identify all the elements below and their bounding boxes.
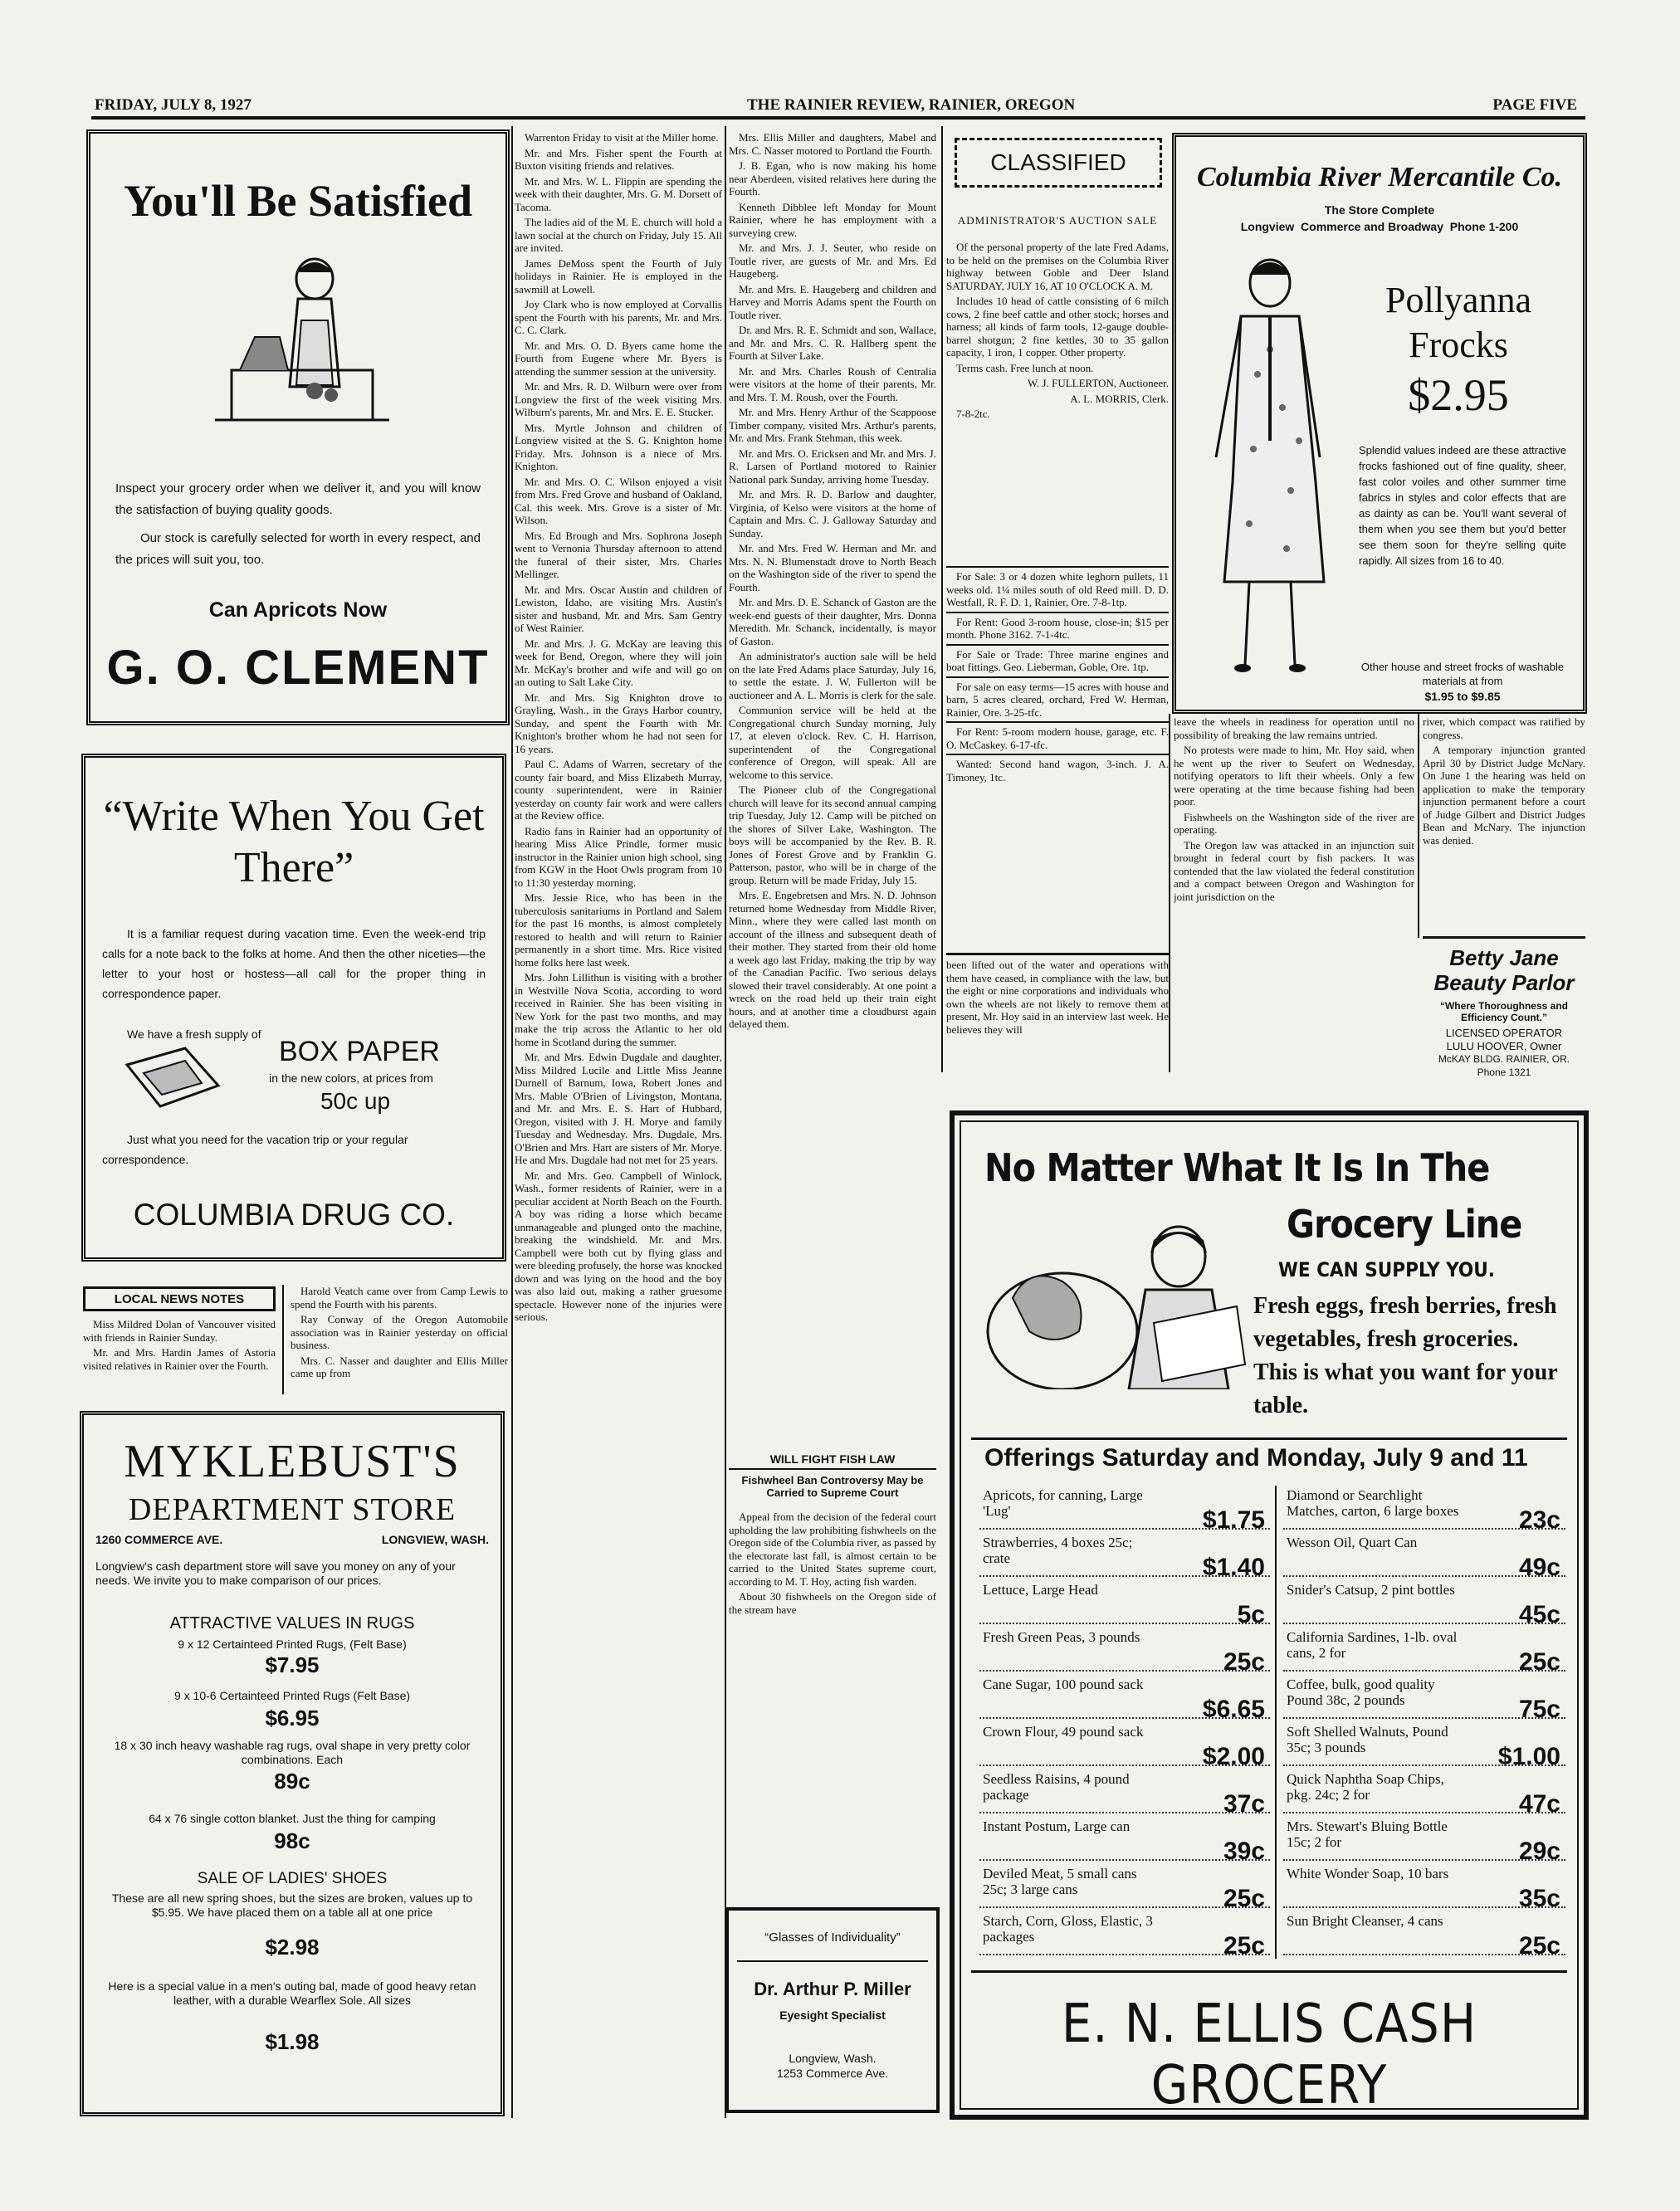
offer-item: Wesson Oil, Quart Can [1287, 1535, 1418, 1550]
offer-row [979, 1675, 1270, 1723]
ad-myklebust-rug3-price: 89c [274, 1769, 310, 1794]
ad-myklebust-rug1: 9 x 12 Certainteed Printed Rugs, (Felt Base) [178, 1638, 407, 1651]
news-paragraph: Radio fans in Rainier had an opportunity of hearing Miss Alice Prindle, former music instructor in the Rainier union high school, sing from KGW in the Hoot Owls program from 10 to 11:30 yesterday morning. [515, 824, 722, 889]
classified-code: 7-8-2tc. [956, 408, 990, 420]
offer-item: Instant Postum, Large can [983, 1818, 1131, 1834]
fish-law-paragraph: The Oregon law was attacked in an injunction suit brought in federal court by fish packers. It was contended that the law violated the federal constitution and a compact between Oregon and Washington for joint jurisdiction on the [1174, 838, 1414, 903]
classified-ad: For Sale: 3 or 4 dozen white leghorn pullets, 11 weeks old. 1¼ miles south of old Reed mill. D. D. Westfall, R. F. D. 1, Rainier, Ore. 7-8-1tp. [946, 566, 1169, 609]
news-paragraph: Mr. and Mrs. O. D. Byers came home the Fourth from Eugene where Mr. Byers is attending the summer session at the university. [515, 339, 722, 378]
offer-row [1283, 1769, 1565, 1818]
classified-auctioneer: W. J. FULLERTON, Auctioneer. [1027, 377, 1169, 389]
box-paper-illustration [119, 1040, 227, 1115]
ad-drug-note: Just what you need for the vacation trip or your regular correspondence. [102, 1133, 408, 1166]
news-paragraph: The Pioneer club of the Congregational church will leave for its second annual camping trip Tuesday, July 12. Camp will be pitched on the shores of Silver Lake, Washington. The boys will be accompanied by the Rev. B. R. Jones of Forest Grove and by Franklin G. Patterson, pastor, who will be in charge of the group. Return will be made Friday, July 15. [729, 783, 936, 886]
offer-price: 35c [1518, 1885, 1560, 1912]
ad-drug-fresh: We have a fresh supply of [127, 1027, 261, 1041]
ad-beauty-owner: LULU HOOVER, Owner [1446, 1040, 1562, 1052]
ad-clement-store: G. O. CLEMENT [106, 641, 490, 695]
ad-drug-headline: “Write When You Get There” [103, 793, 485, 891]
news-paragraph: Mr. and Mrs. J. J. Seuter, who reside on Toutle river, are guests of Mr. and Mrs. Ed Haugeberg. [729, 242, 936, 280]
classified-auction-title: ADMINISTRATOR'S AUCTION SALE [957, 214, 1158, 227]
offer-item: Deviled Meat, 5 small cans 25c; 3 large cans [983, 1866, 1137, 1897]
ad-beauty-phone: Phone 1321 [1477, 1066, 1531, 1078]
ad-myklebust-name: MYKLEBUST'S [124, 1436, 461, 1487]
news-paragraph: Mr. and Mrs. O. C. Wilson enjoyed a visit from Mrs. Fred Grove and husband of Oakland, Cal. this week. Mrs. Grove is a sister of Mr. Wilson. [515, 475, 722, 526]
ad-clement-body2: Our stock is carefully selected for worth in every respect, and the prices will suit you, too. [115, 531, 481, 567]
local-news-item: Miss Mildred Dolan of Vancouver visited with friends in Rainier Sunday. [83, 1318, 276, 1344]
offer-item: Soft Shelled Walnuts, Pound 35c; 3 pounds [1287, 1724, 1448, 1755]
offer-price: $2.00 [1202, 1743, 1265, 1770]
news-paragraph: The ladies aid of the M. E. church will hold a lawn social at the church on Friday, July 15. All are invited. [515, 216, 722, 254]
ad-beauty-address: McKAY BLDG. RAINIER, OR. [1438, 1053, 1570, 1065]
local-news-item: Harold Veatch came over from Camp Lewis to spend the Fourth with his parents. [291, 1285, 508, 1310]
classified-auction-text: Terms cash. Free lunch at noon. [956, 361, 1094, 374]
fish-law-paragraph: No protests were made to him, Mr. Hoy said, when he went up the river to Seufert on Wednesday, notifying operators to lift their wheels. Only a few were operating at the time because fishing had been poor. [1174, 744, 1414, 808]
offer-row [979, 1580, 1270, 1628]
offer-row [1283, 1864, 1565, 1912]
ad-drug-price: 50c up [320, 1088, 391, 1114]
fish-law-paragraph: About 30 fishwheels on the Oregon side of the stream have [729, 1590, 936, 1616]
ad-mercantile-body: Splendid values indeed are these attractive frocks fashioned out of fine quality, sheer, fast color voiles and other summer time fabrics in styles and color effects that are as dainty as can be. You'll want several of them when you see them but you'd better see them soon for they're selling quite rapidly. All sizes from 16 to 40. [1359, 444, 1566, 567]
ad-beauty-name2: Beauty Parlor [1433, 970, 1575, 995]
ad-clement [86, 129, 510, 725]
fish-law-paragraph: A temporary injunction granted April 30 by District Judge McNary. On June 1 the hearing was held on application to make the temporary injunction permanent before a court of Judge Gilbert and District Judges Bean and McNary. The injunction was denied. [1423, 744, 1585, 847]
news-paragraph: Kenneth Dibblee left Monday for Mount Rainier, where he has employment with a surveying crew. [729, 200, 936, 239]
ad-myklebust-rugs-title: ATTRACTIVE VALUES IN RUGS [169, 1614, 415, 1633]
offer-item: Cane Sugar, 100 pound sack [983, 1677, 1144, 1692]
classified-section [946, 134, 1169, 1072]
news-paragraph: James DeMoss spent the Fourth of July holidays in Rainier. He is employed in the sawmill at Lowell. [515, 256, 722, 295]
news-paragraph: Mr. and Mrs. Oscar Austin and children of Lewiston, Idaho, are visiting Mrs. Austin's sister and husband, Mr. and Mrs. Sam Gentry of West Rainier. [515, 583, 722, 634]
offer-price: $1.00 [1497, 1743, 1560, 1770]
ad-myklebust-shoes-price: $2.98 [265, 1935, 320, 1960]
classified-ad: For Rent: Good 3-room house, close-in; $15 per month. Phone 3162. 7-1-4tc. [946, 612, 1169, 642]
offer-row [979, 1628, 1270, 1676]
news-paragraph: Joy Clark who is now employed at Corvallis spent the Fourth with his parents, Mr. and Mrs. C. C. Clark. [515, 298, 722, 336]
ad-miller-city: Longview, Wash. [789, 2052, 877, 2065]
news-paragraph: Mr. and Mrs. Fisher spent the Fourth at Buxton visiting friends and relatives. [515, 146, 722, 172]
offer-item: White Wonder Soap, 10 bars [1287, 1866, 1449, 1882]
local-news-title: LOCAL NEWS NOTES [83, 1286, 276, 1311]
ad-mercantile-item: Pollyanna Frocks [1385, 280, 1531, 365]
offer-item: Starch, Corn, Gloss, Elastic, 3 packages [983, 1913, 1153, 1945]
offer-item: Apricots, for canning, Large 'Lug' [983, 1487, 1143, 1519]
news-paragraph: Mr. and Mrs. E. Haugeberg and children and Harvey and Morris Adams spent the Fourth on Toutle river. [729, 282, 936, 321]
offer-price: 25c [1223, 1932, 1265, 1960]
classified-ad: For sale on easy terms—15 acres with house and barn, 5 acres cleared, orchard, Fred W. Herman, Rainier, Ore. 3-25-tfc. [946, 676, 1169, 720]
offer-item: Lettuce, Large Head [983, 1582, 1098, 1598]
offer-item: Fresh Green Peas, 3 pounds [983, 1629, 1140, 1645]
offer-price: 29c [1518, 1838, 1560, 1865]
housewife-illustration [215, 246, 389, 453]
ad-myklebust-address: 1260 COMMERCE AVE. [95, 1533, 223, 1546]
ad-beauty-motto: “Where Thoroughness and Efficiency Count.” [1439, 1000, 1568, 1023]
local-news-item: Mr. and Mrs. Hardin James of Astoria visited relatives in Rainier over the Fourth. [83, 1346, 276, 1372]
masthead [91, 96, 1585, 120]
news-paragraph: Warrenton Friday to visit at the Miller home. [525, 131, 719, 144]
offer-row [1283, 1817, 1565, 1865]
offer-price: 25c [1518, 1648, 1560, 1676]
ad-ellis-divider [971, 1970, 1567, 1973]
ad-mercantile-store: Columbia River Mercantile Co. [1196, 162, 1563, 193]
ad-myklebust-blanket-price: 98c [274, 1828, 310, 1853]
ad-miller-address: 1253 Commerce Ave. [776, 2067, 889, 2080]
news-paragraph: Mr. and Mrs. J. G. McKay are leaving this week for Bend, Oregon, where they will join Mr. McKay's brother and wife and will go on an outing to Salt Lake City. [515, 637, 722, 688]
fish-law-body [729, 1511, 936, 1643]
local-news-item: Ray Conway of the Oregon Automobile association was in Rainier yesterday on official business. [291, 1313, 508, 1351]
classified-ad: Wanted: Second hand wagon, 3-inch. J. A. Timoney, 1tc. [946, 754, 1169, 783]
ad-ellis-offer-title: Offerings Saturday and Monday, July 9 and 11 [984, 1444, 1528, 1472]
ad-myklebust-rug2: 9 x 10-6 Certainteed Printed Rugs (Felt Base) [173, 1689, 411, 1702]
ad-ellis [950, 1110, 1589, 2120]
offer-item: Mrs. Stewart's Bluing Bottle 15c; 2 for [1287, 1818, 1448, 1850]
ad-myklebust [80, 1411, 505, 2116]
offer-row [979, 1533, 1270, 1581]
fish-law-cont-3 [1423, 715, 1585, 931]
fish-law-cont-2 [1174, 715, 1414, 1072]
news-paragraph: Mr. and Mrs. Charles Roush of Centralia were visitors at the home of their parents, Mr. and Mrs. T. M. Roush, over the Fourth. [729, 364, 936, 403]
offer-item: Snider's Catsup, 2 pint bottles [1287, 1582, 1455, 1598]
grocery-woman-illustration [979, 1207, 1262, 1389]
news-paragraph: Mr. and Mrs. O. Ericksen and Mr. and Mrs. J. R. Larsen of Portland motored to Rainier National park Sunday, arriving home Tuesday. [729, 447, 936, 486]
offer-row [1283, 1628, 1565, 1676]
fish-law-paragraph: been lifted out of the water and operations with them have ceased, in compliance with the law, but the eight or nine corporations and individuals who own the wheels are not likely to remove them at present, Mr. Hoy said in an interview last week. He believes they will [946, 959, 1169, 1036]
offer-price: $1.40 [1202, 1554, 1265, 1581]
news-paragraph: Mr. and Mrs. D. E. Schanck of Gaston are the week-end guests of their daughter, Mrs. Donna Meredith. Mr. Schanck, incidentally, is mayor of Gaston. [729, 596, 936, 647]
ad-beauty [1423, 936, 1585, 1077]
column-rule [282, 1285, 284, 1394]
masthead-date: FRIDAY, JULY 8, 1927 [95, 96, 252, 114]
offer-item: Sun Bright Cleanser, 4 cans [1287, 1913, 1443, 1929]
news-paragraph: Mr. and Mrs. R. D. Wilburn were over from Longview the first of the week visiting Mrs. Wilburn's parents, Mr. and Mrs. E. E. Stucker. [515, 380, 722, 418]
column-rule [511, 126, 513, 2118]
offer-item: Seedless Raisins, 4 pound package [983, 1771, 1130, 1803]
offer-row [1283, 1580, 1565, 1628]
ad-miller-title: Eyesight Specialist [779, 2008, 886, 2022]
classified-auction-text: Of the personal property of the late Fred Adams, to be held on the premises on the Columbia River highway between Goble and Deer Island SATURDAY, JULY 16, AT 10 O'CLOCK A. M. [946, 241, 1169, 292]
offer-row [1283, 1722, 1565, 1770]
news-paragraph: Mr. and Mrs. Edwin Dugdale and daughter, Miss Mildred Lucile and Little Miss Jeanne Durnell of Barnum, Iowa, Robert Jones and Mrs. Mable O'Brien of Livingston, Montana, and Mr. and Mrs. E. S. Hart of Hubbard, Oregon, visited with J. H. Morye and family Tuesday and Wednesday. Mrs. Dugdale, Mrs. O'Brien and Mrs. Hart are sisters of Mr. Morye. He and Mrs. Dugdale had not met for 25 years. [515, 1051, 722, 1166]
frock-illustration [1191, 250, 1357, 681]
news-paragraph: Mr. and Mrs. Fred W. Herman and Mr. and Mrs. N. N. Blumenstadt drove to North Beach on the Washington side of the river to spend the Fourth. [729, 542, 936, 593]
masthead-paper: THE RAINIER REVIEW, RAINIER, OREGON [747, 96, 1076, 114]
offer-row [979, 1817, 1270, 1865]
ad-mercantile [1172, 133, 1587, 714]
fish-law-article [729, 1452, 936, 1884]
offer-price: 25c [1223, 1648, 1265, 1676]
masthead-page: PAGE FIVE [1492, 96, 1577, 114]
news-paragraph: Mrs. Ed Brough and Mrs. Sophrona Joseph went to Vernonia Thursday afternoon to attend the funeral of their sister, Mrs. Charles Mellinger. [515, 529, 722, 580]
news-paragraph: Communion service will be held at the Congregational church Sunday morning, July 17, at eleven o'clock. Rev. C. H. Harrison, superintendent of the Congregational conference of Oregon, will speak. All are welcome to this service. [729, 704, 936, 781]
offer-price: 47c [1518, 1790, 1560, 1818]
ad-myklebust-shoes: These are all new spring shoes, but the sizes are broken, values up to $5.95. We have placed them on a table all at one price [111, 1891, 473, 1919]
fish-law-paragraph: Appeal from the decision of the federal court upholding the law prohibiting fishwheels on the Oregon side of the Columbia river, as passed by the electorate last fall, is almost certain to be carried to the United States supreme court, according to M. T. Hoy, acting fish warden. [729, 1511, 936, 1588]
offer-price: 25c [1223, 1885, 1265, 1912]
news-paragraph: Mr. and Mrs. Geo. Campbell of Winlock, Wash., former residents of Rainier, were in a peculiar accident at North Beach on the Fourth. A boy was riding a horse which became unmanageable and plunged onto the machine, breaking the windshield. Mr. and Mrs. Campbell were both cut by flying glass and were bleeding profusely, the horse was knocked down and was lying on the hood and the boy was also laid out, making a rather gruesome spectacle. However none of the injuries were serious. [515, 1169, 722, 1323]
classified-auction-text: Includes 10 head of cattle consisting of 6 milch cows, 2 fine beef cattle and other stock; horses and harness; all kinds of farm tools, 12-gauge double-barrel shotgun; 2 fine kettles, 30 to 35 gallon capacity, 1 iron, 1 copper. Other property. [946, 295, 1169, 359]
ad-beauty-name1: Betty Jane [1449, 945, 1559, 970]
offer-price: 23c [1518, 1506, 1560, 1534]
ad-clement-body1: Inspect your grocery order when we deliver it, and you will know the satisfaction of buying quality goods. [115, 481, 481, 517]
offer-price: 75c [1518, 1696, 1560, 1723]
column-rule [1418, 714, 1419, 938]
news-paragraph: An administrator's auction sale will be held on the late Fred Adams place Saturday, July 16, to settle the estate. J. W. Fullerton will be auctioneer and A. L. Morris is clerk for the sale. [729, 650, 936, 701]
ad-myklebust-blanket: 64 x 76 single cotton blanket. Just the thing for camping [149, 1812, 436, 1825]
offer-item: Diamond or Searchlight Matches, carton, 6 large boxes [1287, 1487, 1459, 1519]
ad-miller-name: Dr. Arthur P. Miller [754, 1979, 911, 1999]
local-news-item: Mrs. C. Nasser and daughter and Ellis Miller came up from [291, 1354, 508, 1379]
ad-miller-rule [737, 1960, 928, 1962]
ad-ellis-divider [971, 1437, 1567, 1440]
fish-law-title: WILL FIGHT FISH LAW [729, 1452, 936, 1470]
ad-ellis-supply: WE CAN SUPPLY YOU. [1278, 1258, 1495, 1281]
news-paragraph: Mr. and Mrs. W. L. Flippin are spending the week with their daughter, Mrs. G. M. Dorsett of Tacoma. [515, 174, 722, 213]
ad-myklebust-sub: DEPARTMENT STORE [128, 1492, 457, 1527]
offer-price: 5c [1237, 1601, 1265, 1628]
local-news [80, 1285, 511, 1394]
offer-price: 49c [1518, 1554, 1560, 1581]
offer-item: California Sardines, 1-lb. oval cans, 2 for [1287, 1629, 1458, 1661]
news-paragraph: J. B. Egan, who is now making his home near Aberdeen, visited relatives here during the Fourth. [729, 159, 936, 198]
offers-left-column [979, 1486, 1270, 1959]
offer-item: Strawberries, 4 boxes 25c; crate [983, 1535, 1133, 1566]
ad-miller-quote: “Glasses of Individuality” [764, 1930, 901, 1945]
news-paragraph: Mr. and Mrs. Henry Arthur of the Scappoose Timber company, visited Mrs. Arthur's parents, Mr. and Mrs. Frank Stehman, this week. [729, 406, 936, 444]
news-paragraph: Mrs. E. Engebretsen and Mrs. N. D. Johnson returned home Wednesday from Middle River, Minn., where they were called last month on account of the illness and subsequent death of their mother. They started from their old home a week ago last Friday, making the trip by way of the Canadian Pacific. Two serious delays slowed their travel considerably. At one point a wreck on the road held up their train eight hours, and at another time a cloudburst again delayed them. [729, 889, 936, 1030]
ad-myklebust-mens: Here is a special value in a men's outing bal, made of good heavy retan leather, with a durable Wearflex Sole. All sizes [108, 1979, 476, 2007]
fish-law-paragraph: river, which compact was ratified by congress. [1423, 715, 1585, 741]
column-rule [1169, 714, 1170, 1072]
news-paragraph: Mr. and Mrs. R. D. Barlow and daughter, Virginia, of Kelso were visitors at the home of Captain and Mrs. C. J. Galloway Saturday and Sunday. [729, 488, 936, 539]
ad-myklebust-shoes-title: SALE OF LADIES' SHOES [197, 1870, 388, 1887]
offer-item: Coffee, bulk, good quality Pound 38c, 2 pounds [1287, 1677, 1435, 1708]
ad-myklebust-mens-price: $1.98 [265, 2029, 320, 2054]
classified-ad: For Sale or Trade: Three marine engines and boat fittings. Geo. Lieberman, Goble, Ore. 1tp. [946, 644, 1169, 674]
news-paragraph: Mrs. Myrtle Johnson and children of Longview visited at the S. G. Knighton home Friday. Mrs. Johnson is a niece of Mrs. Knighton. [515, 421, 722, 472]
fish-law-paragraph: Fishwheels on the Washington side of the river are operating. [1174, 810, 1414, 836]
offer-row [979, 1486, 1270, 1534]
news-paragraph: Mrs. Jessie Rice, who has been in the tuberculosis sanitariums in Portland and Salem for the past 16 months, is almost completely restored to health and will return to Rainier permanently in a short time. Mrs. Rice visited home folks here last week. [515, 891, 722, 969]
news-column-3 [729, 131, 936, 1451]
ad-drug-product: BOX PAPER [279, 1036, 440, 1067]
ad-drug [81, 754, 506, 1262]
ad-mercantile-tag: The Store Complete [1324, 203, 1435, 217]
classified-ad: For Rent: 5-room modern house, garage, etc. F. O. McCaskey. 6-17-tfc. [946, 721, 1169, 751]
offer-row [1283, 1911, 1565, 1960]
offer-price: $6.65 [1202, 1696, 1265, 1723]
offer-row [979, 1722, 1270, 1770]
offers-right-column [1283, 1486, 1565, 1959]
classified-title: CLASSIFIED [955, 138, 1162, 188]
ad-clement-headline: You'll Be Satisfied [123, 176, 473, 226]
offer-item: Crown Flour, 49 pound sack [983, 1724, 1144, 1740]
offer-price: 45c [1518, 1601, 1560, 1628]
news-column-2 [515, 131, 722, 2115]
ad-beauty-operator: LICENSED OPERATOR [1445, 1027, 1563, 1039]
ad-myklebust-intro: Longview's cash department store will save you money on any of your needs. We invite you to make comparison of our prices. [95, 1559, 456, 1587]
column-rule [941, 126, 943, 1072]
news-paragraph: Mrs. John Lillithun is visiting with a brother in Westville Nova Scotia, according to word received in Rainier. She has been visiting in New York for the past two months, and may make the trip across the Atlantic to her old home in Scotland during the summer. [515, 971, 722, 1048]
ad-mercantile-other: Other house and street frocks of washable materials at from [1360, 661, 1565, 687]
ad-drug-colors: in the new colors, at prices from [269, 1071, 433, 1085]
offer-price: 25c [1518, 1932, 1560, 1960]
ad-mercantile-address: Longview Commerce and Broadway Phone 1-200 [1240, 220, 1519, 233]
offer-row [1283, 1486, 1565, 1534]
offer-price: 37c [1223, 1790, 1265, 1818]
ad-myklebust-rug1-price: $7.95 [265, 1652, 320, 1677]
ad-drug-store: COLUMBIA DRUG CO. [133, 1198, 455, 1232]
news-paragraph: Mrs. Ellis Miller and daughters, Mabel and Mrs. C. Nasser motored to Portland the Fourth. [729, 131, 936, 157]
ad-mercantile-price: $2.95 [1408, 370, 1509, 420]
ad-ellis-headline1: No Matter What It Is In The [984, 1145, 1490, 1190]
offer-row [979, 1911, 1270, 1960]
ad-drug-body: It is a familiar request during vacation time. Even the week-end trip calls for a note back to the folks at home. And then the other niceties—the letter to your host or hostess—all call for the proper thing in correspondence paper. [102, 927, 486, 1000]
news-paragraph: Mr. and Mrs. Sig Knighton drove to Grayling, Wash., in the Grays Harbor country, Sunday, and spent the Fourth with Mr. Knighton's brother whom he had not seen for 16 years. [515, 691, 722, 755]
ad-myklebust-rug2-price: $6.95 [265, 1706, 320, 1730]
offer-row [979, 1769, 1270, 1818]
news-paragraph: Paul C. Adams of Warren, secretary of the county fair board, and Miss Elizabeth Murray, county superintendent, were in Rainier yesterday on county fair work and were callers at the Review office. [515, 758, 722, 822]
offer-price: 39c [1223, 1838, 1265, 1865]
column-rule [1275, 1486, 1277, 1959]
offer-item: Quick Naphtha Soap Chips, pkg. 24c; 2 for [1287, 1771, 1444, 1803]
ad-ellis-body: Fresh eggs, fresh berries, fresh vegetables, fresh groceries. This is what you want for your table. [1253, 1293, 1558, 1418]
ad-ellis-headline2: Grocery Line [1287, 1202, 1522, 1247]
ad-mercantile-other-price: $1.95 to $9.85 [1424, 690, 1501, 703]
news-paragraph: Dr. and Mrs. R. E. Schmidt and son, Wallace, and Mr. and Mrs. C. R. Hallberg spent the Fourth at Silver Lake. [729, 324, 936, 362]
ad-myklebust-city: LONGVIEW, WASH. [381, 1533, 489, 1546]
fish-law-subtitle: Fishwheel Ban Controversy May be Carried to Supreme Court [741, 1474, 924, 1499]
ad-clement-subhead: Can Apricots Now [208, 598, 388, 622]
offer-row [979, 1864, 1270, 1912]
ad-miller [725, 1907, 940, 2113]
offer-price: $1.75 [1202, 1506, 1265, 1534]
classified-clerk: A. L. MORRIS, Clerk. [1070, 392, 1169, 405]
classified-auction [946, 241, 1169, 523]
offer-row [1283, 1675, 1565, 1723]
ad-myklebust-rug3: 18 x 30 inch heavy washable rag rugs, oval shape in very pretty color combinations. Each [114, 1739, 471, 1766]
fish-law-cont-1 [946, 953, 1169, 1073]
offer-row [1283, 1533, 1565, 1581]
local-news-left [83, 1318, 276, 1394]
local-news-right [291, 1285, 508, 1394]
ad-ellis-store: E. N. ELLIS CASH GROCERY [1061, 1994, 1477, 2116]
column-rule [725, 126, 726, 2118]
fish-law-paragraph: leave the wheels in readiness for operation until no possibility of breaking the law remains untried. [1174, 715, 1414, 741]
